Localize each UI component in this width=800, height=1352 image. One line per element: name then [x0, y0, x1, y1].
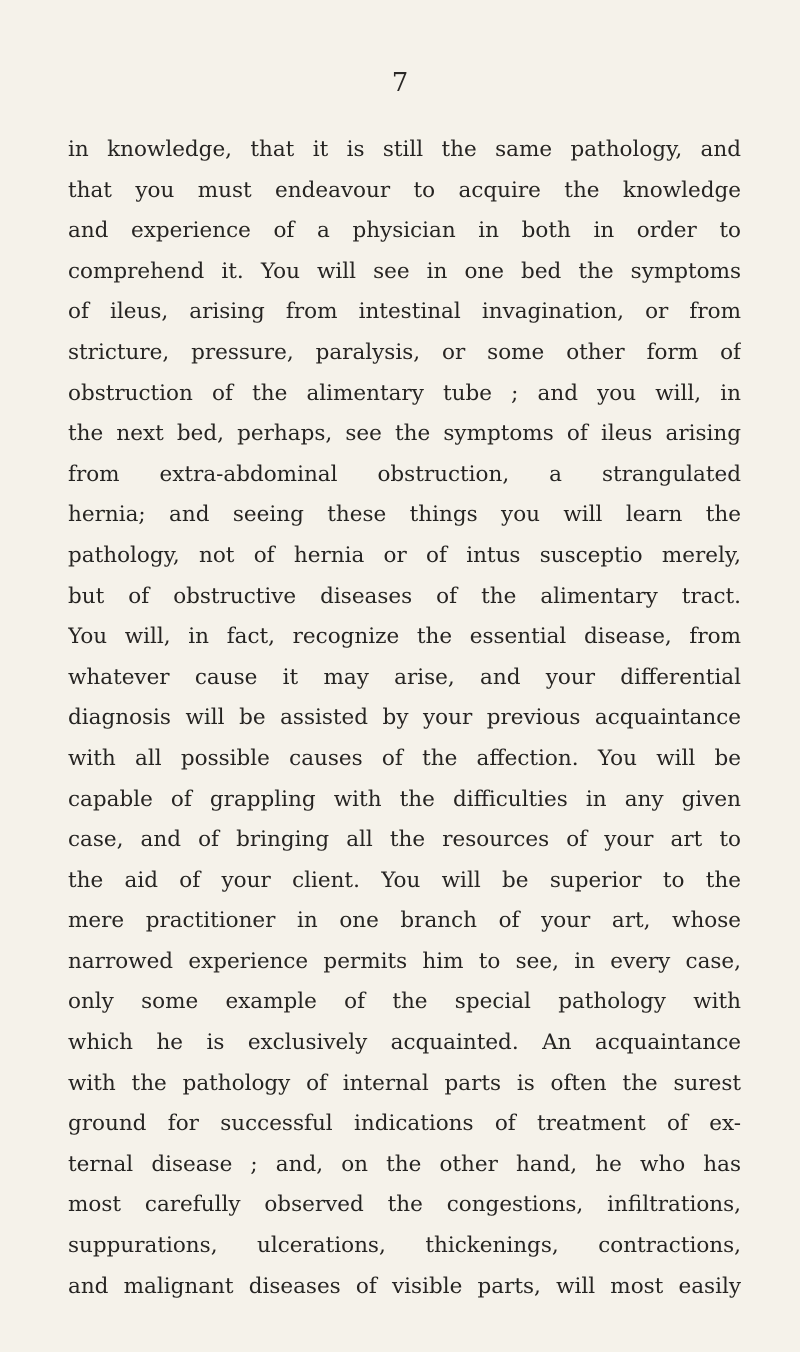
text-line: the aid of your client. You will be superior to the — [68, 867, 741, 893]
text-line: capable of grappling with the difficulties in any given — [68, 786, 741, 812]
text-line: pathology, not of hernia or of intus susceptio merely, — [68, 542, 741, 568]
text-line: most carefully observed the congestions, infiltrations, — [68, 1192, 741, 1218]
text-line: suppurations, ulcerations, thickenings, contractions, — [68, 1233, 741, 1259]
text-line: mere practitioner in one branch of your art, whose — [68, 908, 741, 934]
text-line: ternal disease ; and, on the other hand, he who has — [68, 1151, 741, 1177]
text-line: and malignant diseases of visible parts, will most easily — [68, 1273, 741, 1299]
text-line: with the pathology of internal parts is often the surest — [68, 1070, 741, 1096]
text-line: which he is exclusively acquainted. An acquaintance — [68, 1030, 741, 1056]
text-line: comprehend it. You will see in one bed the symptoms — [68, 258, 741, 284]
text-line: with all possible causes of the affection. You will be — [68, 745, 741, 771]
page-number: 7 — [391, 68, 409, 98]
text-line: narrowed experience permits him to see, in every case, — [68, 948, 741, 974]
text-line: You will, in fact, recognize the essential disease, from — [68, 624, 741, 650]
text-line: from extra-abdominal obstruction, a strangulated — [68, 461, 741, 487]
text-line: stricture, pressure, paralysis, or some other form of — [68, 339, 741, 365]
text-line: obstruction of the alimentary tube ; and you will, in — [68, 380, 741, 406]
text-line: that you must endeavour to acquire the knowledge — [68, 177, 741, 203]
text-line: of ileus, arising from intestinal invagination, or from — [68, 299, 741, 325]
text-line: and experience of a physician in both in order to — [68, 218, 741, 244]
text-line: whatever cause it may arise, and your differential — [68, 664, 741, 690]
text-line: case, and of bringing all the resources of your art to — [68, 827, 741, 853]
text-line: diagnosis will be assisted by your previous acquaintance — [68, 705, 741, 731]
text-line: but of obstructive diseases of the alimentary tract. — [68, 583, 741, 609]
text-line: the next bed, perhaps, see the symptoms of ileus arising — [68, 421, 741, 447]
text-line: only some example of the special pathology with — [68, 989, 741, 1015]
text-line: in knowledge, that it is still the same pathology, and — [68, 137, 741, 162]
text-line: ground for successful indications of treatment of ex- — [68, 1111, 741, 1137]
text-line: hernia; and seeing these things you will learn the — [68, 502, 741, 528]
body-text — [68, 130, 741, 1307]
